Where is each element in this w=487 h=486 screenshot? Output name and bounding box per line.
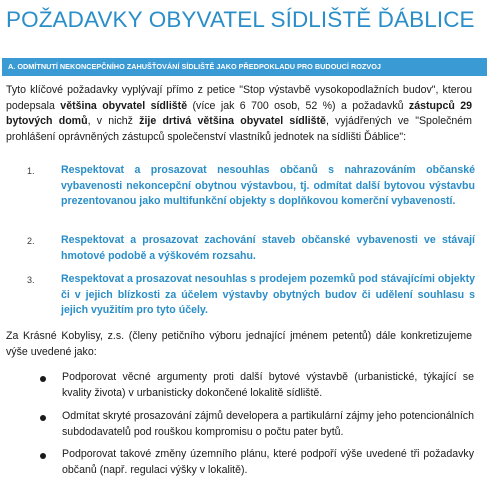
intro-bold-1: většina obyvatel sídliště xyxy=(60,99,188,112)
intro-text-1: Tyto klíčové požadavky vyplývají přímo z petice "Stop výstavbě vysokopodlažních budov", kterou podepsala xyxy=(6,84,472,112)
section-header-bar xyxy=(2,58,487,76)
page-title: POŽADAVKY OBYVATEL SÍDLIŠTĚ ĎÁBLICE xyxy=(6,7,475,32)
item-number: 3. xyxy=(27,275,35,285)
intro-bold-3: žije drtivá většina obyvatel sídliště xyxy=(139,115,326,127)
bullet-dot-icon xyxy=(40,376,46,382)
bullet-text: Odmítat skryté prosazování zájmů developera a partikulární zájmy jeho potencionálních subdodavatelů pod rouškou kompromisu o počtu pater bytů. xyxy=(62,410,474,438)
bullet-text: Podporovat věcné argumenty proti další bytové výstavbě (urbanistické, týkající se kvality života) v urbanisticky dokončené lokalitě sídliště. xyxy=(62,371,474,399)
section-header-label: A. ODMÍTNUTÍ NEKONCEPČNÍHO ZAHUŠŤOVÁNÍ SÍDLIŠTĚ JAKO PŘEDPOKLADU PRO BUDOUCÍ ROZVOJ xyxy=(8,62,381,71)
intro-paragraph xyxy=(6,83,472,145)
bullet-dot-icon xyxy=(40,415,46,421)
intro-text-4: , vyjádřených ve "Společném prohlášení oprávněných zástupců společenství vlastníků jednotek na sídlišti Ďáblice": xyxy=(6,115,472,143)
intro-text-2: (více jak 6 700 osob, 52 %) a požadavků xyxy=(187,99,409,112)
paragraph-konkretizace: Za Krásné Kobylisy, z.s. (členy petičního výboru jednající jménem petentů) dále konkretizujeme výše uvedené jako: xyxy=(6,330,472,358)
item-text: Respektovat a prosazovat zachování staveb občanské vybavenosti ve stávají hmotové podobě a výškovém rozsahu. xyxy=(61,234,475,262)
intro-bold-2: zástupců 29 bytových domů xyxy=(6,99,472,127)
bullet-text: Podporovat takové změny územního plánu, které podpoří výše uvedené tři požadavky občanů (např. regulaci výšky v lokalitě). xyxy=(62,448,474,476)
item-number: 1. xyxy=(27,166,35,176)
item-text: Respektovat a prosazovat nesouhlas s prodejem pozemků pod stávajícími objekty či v jejich blízkosti za účelem výstavby obytných budov či udělení souhlasu s jejich využitím pro tyto účely. xyxy=(61,273,475,316)
bullet-dot-icon xyxy=(40,453,46,459)
item-number: 2. xyxy=(27,236,35,246)
item-text: Respektovat a prosazovat nesouhlas občanů s nahrazováním občanské vybavenosti nekoncepční obytnou výstavbou, tj. odmítat další bytovou výstavbu prezentovanou jako multifunkční objekty s doplňkovou komerční vybaveností. xyxy=(61,164,475,207)
intro-text-3: , v nichž xyxy=(87,115,140,127)
